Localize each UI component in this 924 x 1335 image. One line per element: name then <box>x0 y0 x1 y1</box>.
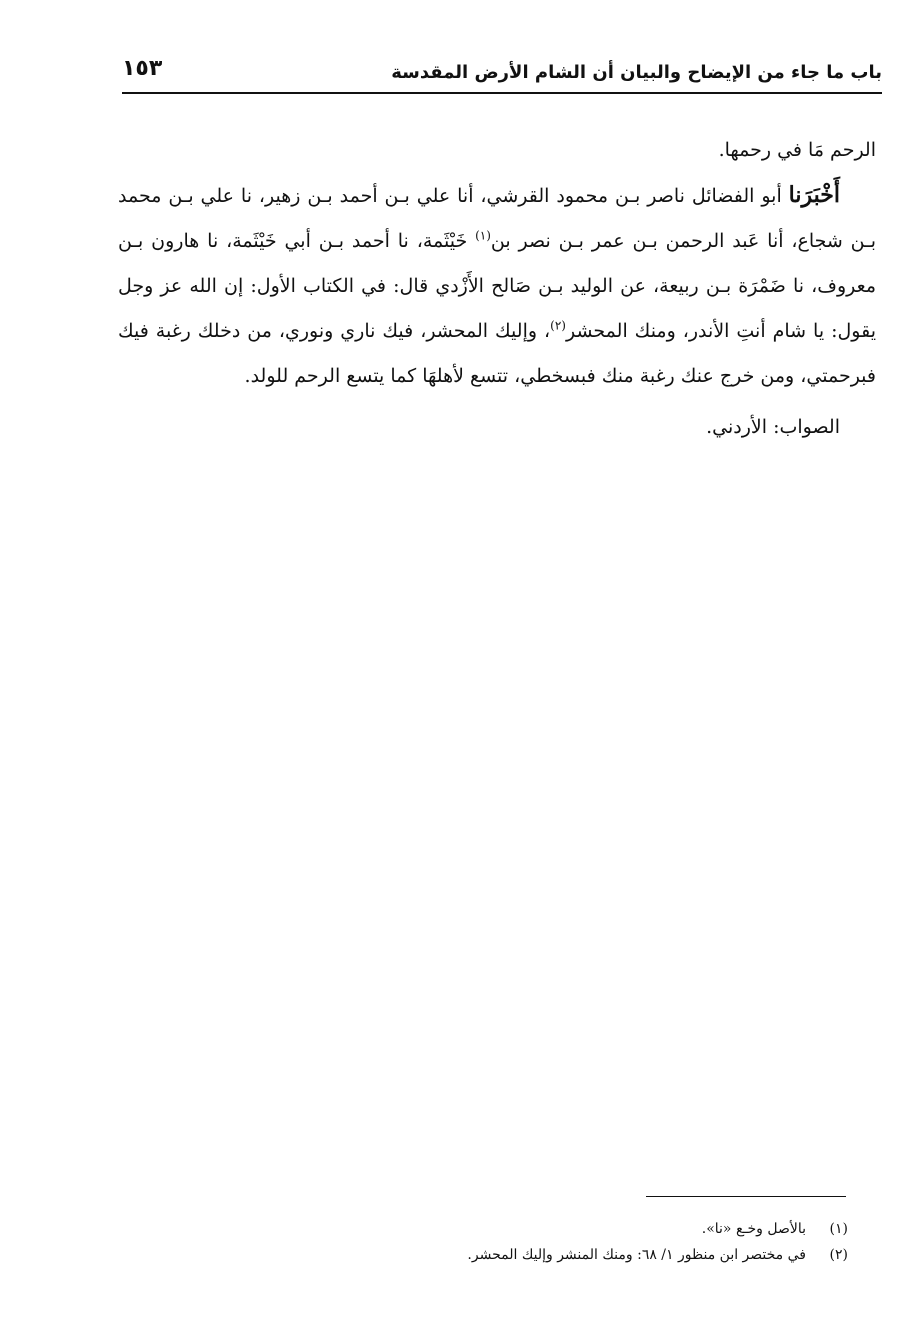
correction-note: الصواب: الأردني. <box>706 416 840 438</box>
matn-text: ، وإليك المحشر، فيك ناري ونوري، من دخلك رغبة فيك فبرحمتي، ومن خرج عنك رغبة منك فبسخطي، تتسع لأهلهَا كما يتسع الرحم للولد. <box>118 320 876 387</box>
hadith-paragraph <box>118 173 876 399</box>
running-header <box>122 50 882 94</box>
chapter-title: باب ما جاء من الإيضاح والبيان أن الشام الأرض المقدسة <box>391 62 882 83</box>
footnote-ref-2: (٢) <box>550 318 566 333</box>
lead-word: أَخْبَرَنا <box>788 182 840 208</box>
footnote-text: بالأصل وخـع «نا». <box>701 1221 806 1237</box>
header-rule <box>122 92 882 94</box>
footnote-item <box>300 1242 848 1268</box>
footnotes <box>300 1216 848 1268</box>
isnad-text: أبو الفضائل ناصر بـن محمود القرشي، أنا علي بـن أحمد بـن زهير، نا علي بـن محمد بـن شجاع، أنا عَبد الرحمن بـن عمر بـن نصر بن <box>118 185 876 252</box>
footnote-number: (٢) <box>829 1247 848 1263</box>
isnad-text-continued: خَيْثَمة، نا أحمد بـن أبي خَيْثَمة، نا هارون بـن معروف، نا ضَمْرَة بـن ربيعة، عن الوليد بـن صَالح الأَزْدي قال: في الكتاب الأول: إن الله عز وجل يقول: يا شام أنتِ الأندر، ومنك المحشر <box>118 230 877 342</box>
footnote-item <box>300 1216 848 1242</box>
main-text <box>118 128 876 450</box>
footnote-ref-1: (١) <box>475 228 491 243</box>
footnote-rule <box>646 1196 846 1197</box>
footnote-text: في مختصر ابن منظور ١/ ٦٨: ومنك المنشر وإليك المحشر. <box>467 1247 806 1263</box>
continuation-line: الرحم مَا في رحمها. <box>718 139 876 161</box>
page-number: ١٥٣ <box>122 56 163 81</box>
footnote-number: (١) <box>829 1221 848 1237</box>
